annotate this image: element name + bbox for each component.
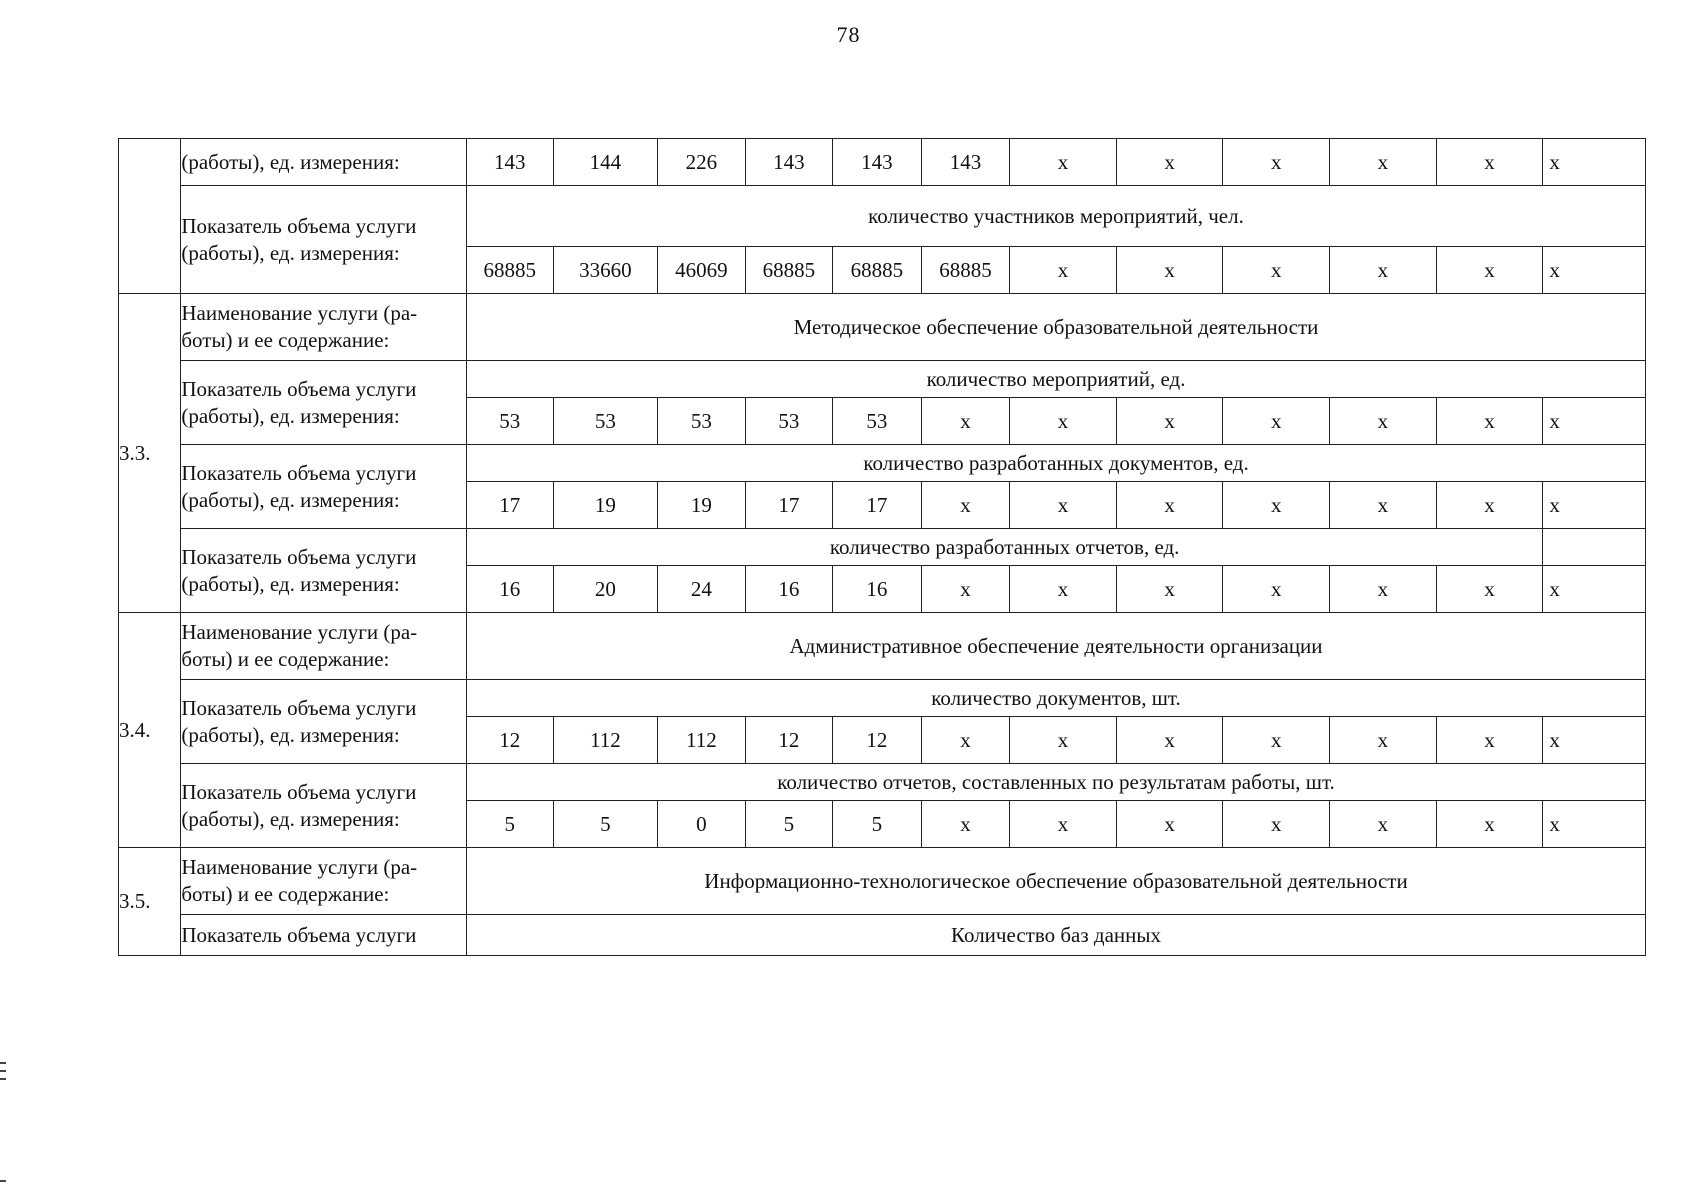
value-cell: х [1223,482,1330,529]
value-cell: х [1543,139,1646,186]
value-cell: х [1330,398,1437,445]
indicator-description: количество документов, шт. [467,680,1646,717]
value-cell: х [1116,139,1223,186]
value-cell: 12 [467,717,554,764]
value-cell: 53 [833,398,922,445]
table-row [119,529,1646,566]
value-cell: х [921,482,1010,529]
page-number: 78 [836,22,861,47]
value-cell: х [1223,717,1330,764]
value-cell: 17 [833,482,922,529]
section-number: 3.4. [119,613,181,848]
service-volume-table [118,138,1646,956]
value-cell: 143 [833,139,922,186]
value-cell: х [1543,482,1646,529]
indicator-description: количество мероприятий, ед. [467,361,1646,398]
value-cell: х [1330,717,1437,764]
table-row [119,764,1646,801]
value-cell: 24 [658,566,746,613]
value-cell: х [1436,482,1543,529]
table-row [119,294,1646,361]
value-cell: 53 [745,398,833,445]
value-cell: 112 [553,717,658,764]
value-cell: х [1116,482,1223,529]
value-cell: 19 [553,482,658,529]
value-cell: х [1330,801,1437,848]
service-name-label: Наименование услуги (ра-боты) и ее содержание: [181,848,467,915]
value-cell: 46069 [658,247,746,294]
service-name-label: Наименование услуги (ра-боты) и ее содержание: [181,294,467,361]
indicator-description: количество отчетов, составленных по результатам работы, шт. [467,764,1646,801]
value-cell: 16 [833,566,922,613]
value-cell: х [1010,398,1117,445]
indicator-description: Количество баз данных [467,915,1646,956]
service-name: Административное обеспечение деятельности организации [467,613,1646,680]
value-cell: х [1116,801,1223,848]
value-cell: 5 [833,801,922,848]
indicator-description: количество участников мероприятий, чел. [467,186,1646,247]
value-cell: х [1116,566,1223,613]
value-cell: х [1543,247,1646,294]
margin-mark [0,1062,6,1064]
value-cell: х [1010,717,1117,764]
value-cell: 12 [833,717,922,764]
value-cell: 53 [658,398,746,445]
table-row [119,613,1646,680]
indicator-label: Показатель объема услуги (работы), ед. измерения: [181,445,467,529]
value-cell: х [1223,139,1330,186]
value-cell: х [1223,566,1330,613]
value-cell: х [1436,139,1543,186]
value-cell: х [1223,247,1330,294]
empty-cell [1543,529,1646,566]
indicator-label: Показатель объема услуги (работы), ед. измерения: [181,361,467,445]
value-cell: 17 [467,482,554,529]
value-cell: х [1330,566,1437,613]
value-cell: 143 [745,139,833,186]
indicator-label: Показатель объема услуги (работы), ед. измерения: [181,186,467,294]
table-row [119,445,1646,482]
value-cell: 5 [553,801,658,848]
margin-mark [0,1180,6,1182]
value-cell: 143 [921,139,1010,186]
value-cell: 68885 [745,247,833,294]
value-cell: 112 [658,717,746,764]
value-cell: х [921,566,1010,613]
margin-mark [0,1078,6,1080]
value-cell: 12 [745,717,833,764]
value-cell: х [1543,398,1646,445]
value-cell: 226 [658,139,746,186]
indicator-description: количество разработанных документов, ед. [467,445,1646,482]
value-cell: х [1116,717,1223,764]
value-cell: 33660 [553,247,658,294]
value-cell: 53 [553,398,658,445]
value-cell: х [1010,482,1117,529]
indicator-label: Показатель объема услуги [181,915,467,956]
value-cell: 53 [467,398,554,445]
section-number-cell [119,139,181,294]
value-cell: 143 [467,139,554,186]
value-cell: х [1010,247,1117,294]
service-name: Информационно-технологическое обеспечение образовательной деятельности [467,848,1646,915]
table-row [119,186,1646,247]
value-cell: х [1010,566,1117,613]
value-cell: х [1543,801,1646,848]
value-cell: 17 [745,482,833,529]
value-cell: 5 [467,801,554,848]
value-cell: х [1330,139,1437,186]
value-cell: х [921,717,1010,764]
value-cell: х [921,398,1010,445]
value-cell: х [1010,801,1117,848]
indicator-label: Показатель объема услуги (работы), ед. измерения: [181,764,467,848]
section-number: 3.5. [119,848,181,956]
table-row [119,139,1646,186]
value-cell: х [1223,801,1330,848]
indicator-label: Показатель объема услуги (работы), ед. измерения: [181,680,467,764]
value-cell: 5 [745,801,833,848]
table-row [119,848,1646,915]
value-cell: 16 [467,566,554,613]
table-row [119,680,1646,717]
value-cell: х [1330,247,1437,294]
value-cell: 16 [745,566,833,613]
section-number: 3.3. [119,294,181,613]
value-cell: 144 [553,139,658,186]
value-cell: 68885 [833,247,922,294]
value-cell: х [1436,247,1543,294]
value-cell: х [1543,566,1646,613]
table-row [119,361,1646,398]
value-cell: 68885 [921,247,1010,294]
value-cell: х [1436,398,1543,445]
value-cell: х [1010,139,1117,186]
value-cell: 19 [658,482,746,529]
table-row [119,915,1646,956]
value-cell: 0 [658,801,746,848]
value-cell: х [1436,801,1543,848]
value-cell: х [1116,398,1223,445]
value-cell: х [921,801,1010,848]
value-cell: х [1436,717,1543,764]
value-cell: 20 [553,566,658,613]
service-name: Методическое обеспечение образовательной деятельности [467,294,1646,361]
value-cell: х [1330,482,1437,529]
value-cell: х [1116,247,1223,294]
value-cell: х [1543,717,1646,764]
value-cell: 68885 [467,247,554,294]
indicator-description: количество разработанных отчетов, ед. [467,529,1543,566]
indicator-label: (работы), ед. измерения: [181,139,467,186]
service-name-label: Наименование услуги (ра-боты) и ее содержание: [181,613,467,680]
value-cell: х [1223,398,1330,445]
margin-mark [0,1070,6,1072]
value-cell: х [1436,566,1543,613]
indicator-label: Показатель объема услуги (работы), ед. измерения: [181,529,467,613]
